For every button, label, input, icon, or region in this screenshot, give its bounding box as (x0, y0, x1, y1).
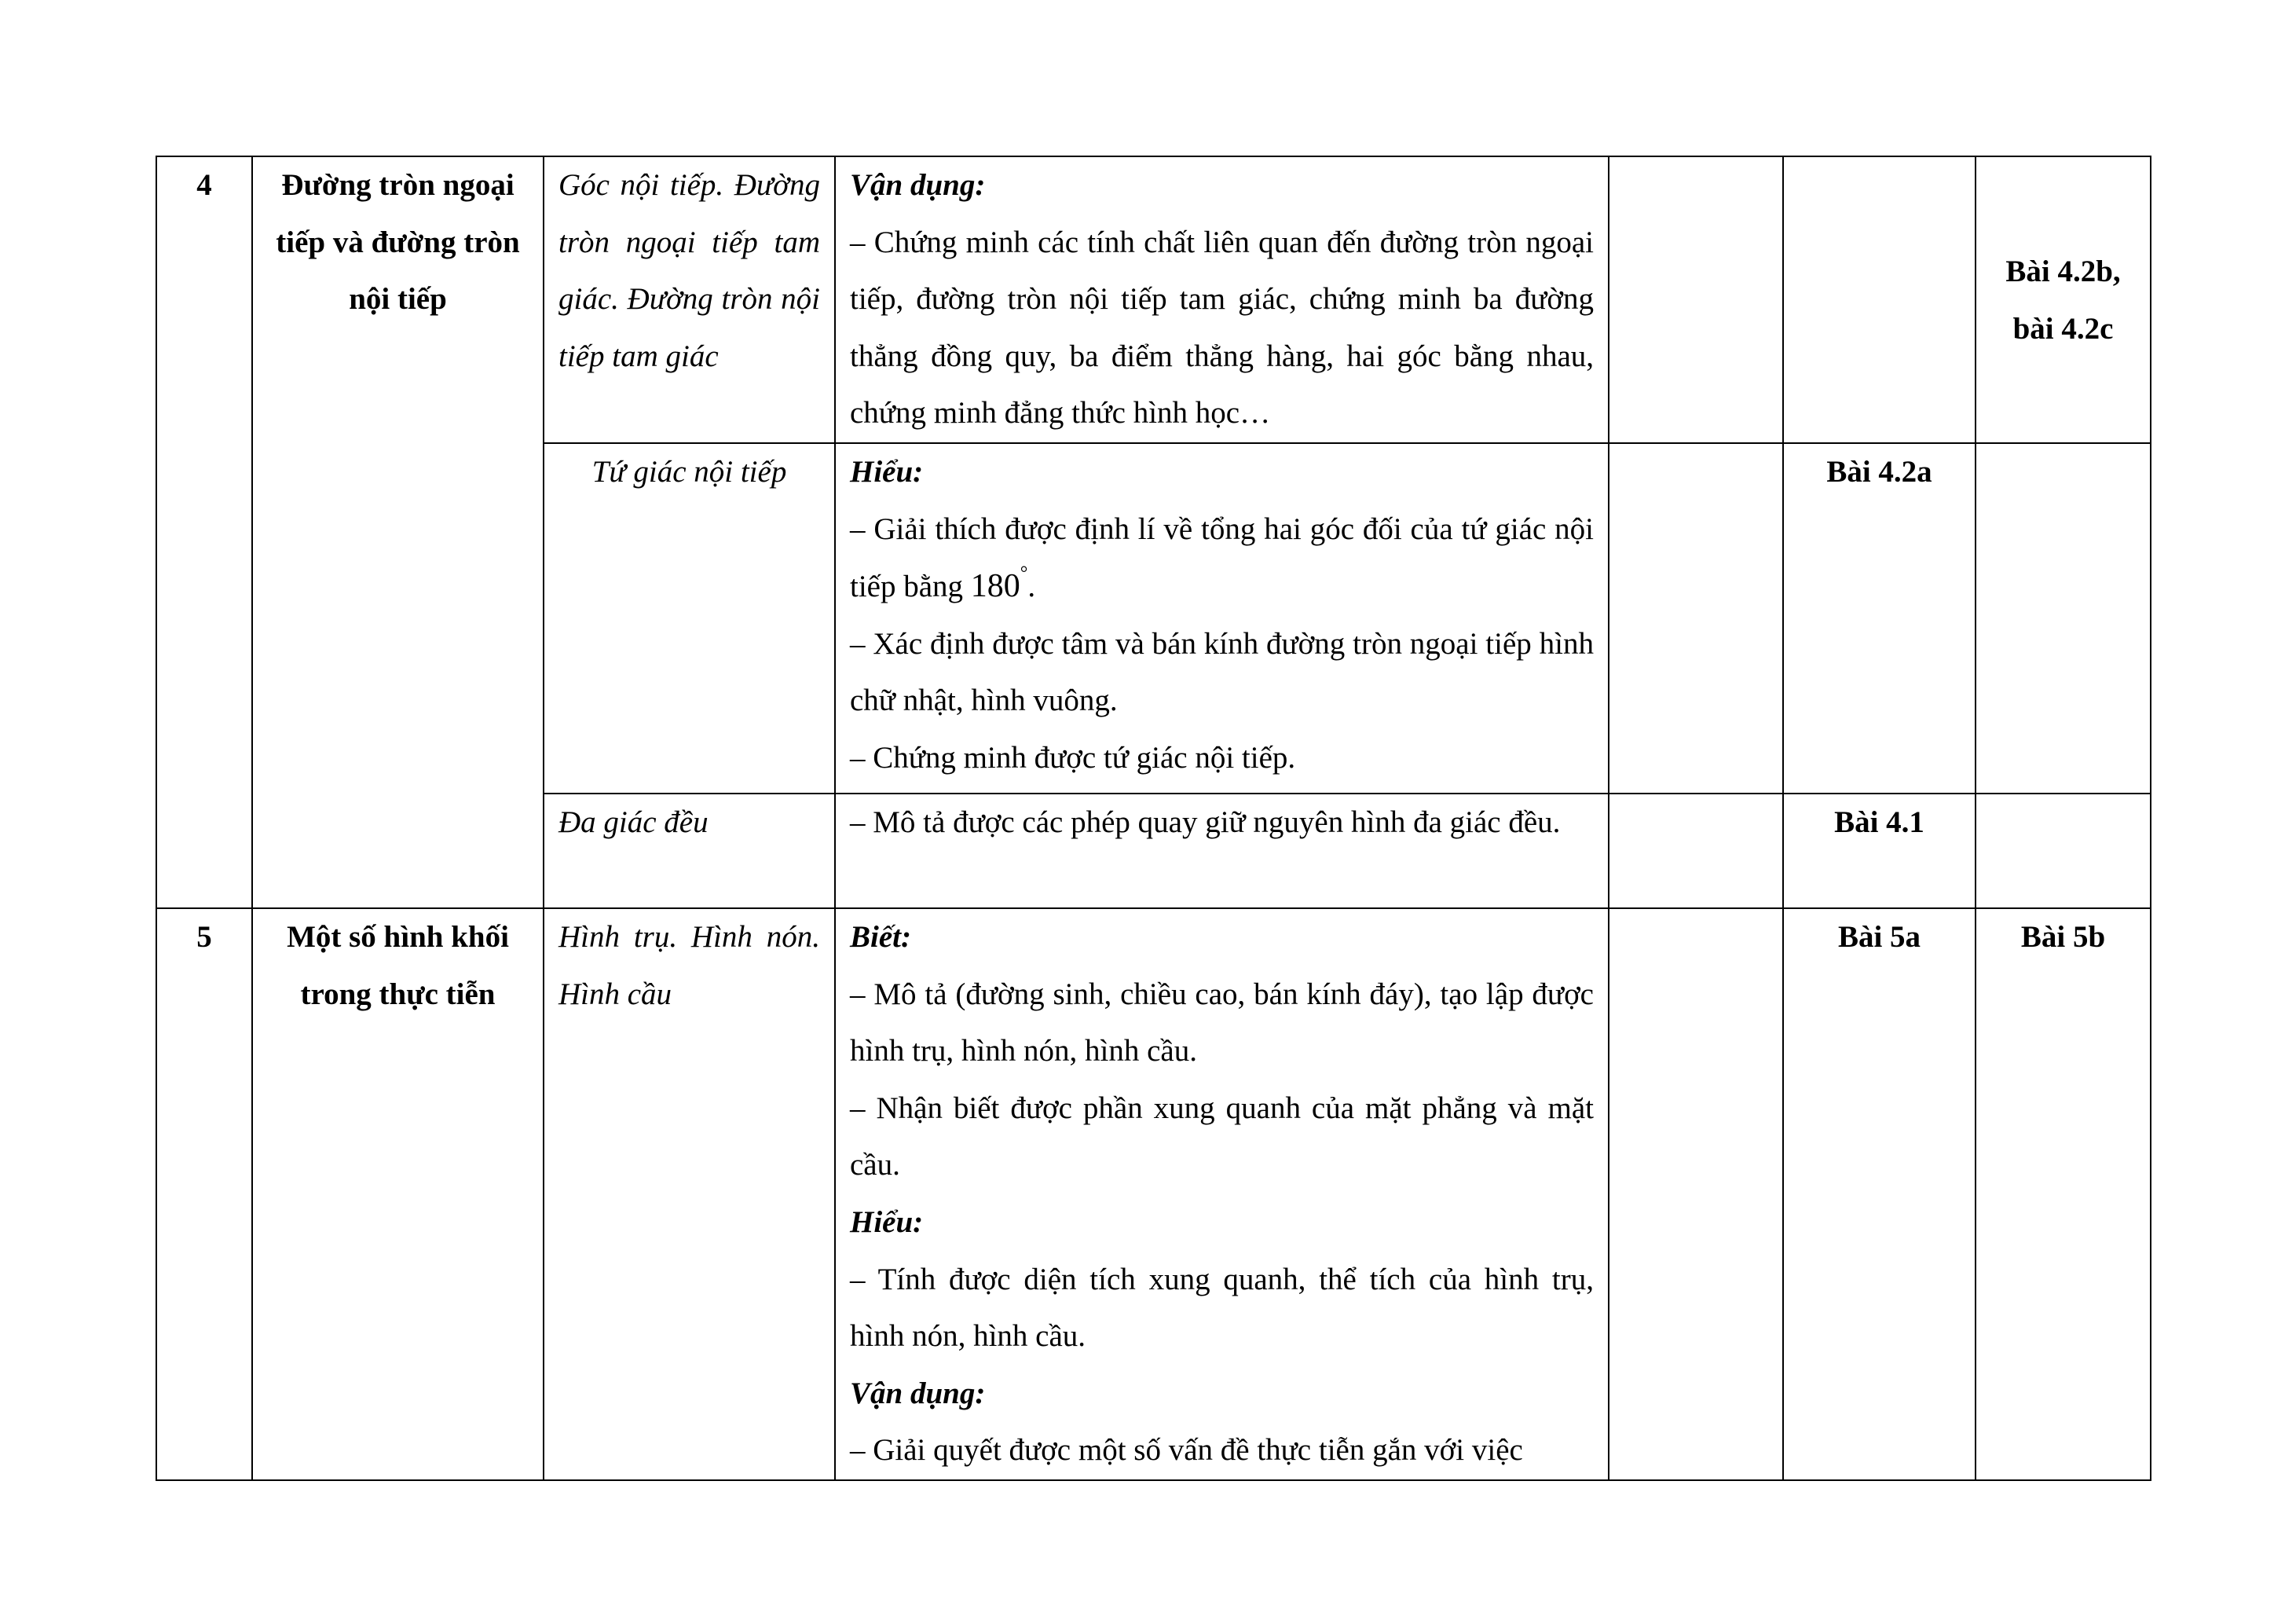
level-heading: Vận dụng: (850, 1376, 986, 1410)
understanding-cell: Bài 4.1 (1783, 794, 1976, 908)
understanding-cell: Bài 5a (1783, 908, 1976, 1480)
recognition-cell (1609, 443, 1783, 794)
requirement-cell (835, 443, 1609, 794)
degree-symbol: ° (1020, 563, 1028, 585)
table-row (156, 156, 2151, 443)
understanding-cell (1783, 156, 1976, 443)
topic-cell: Một số hình khối trong thực tiễn (252, 908, 544, 1480)
assessment-matrix-table (156, 156, 2151, 1481)
level-heading: Biết: (850, 920, 911, 954)
requirement-cell (835, 794, 1609, 908)
requirement-line: – Chứng minh các tính chất liên quan đến đường tròn ngoại tiếp, đường tròn nội tiếp tam giác, chứng minh ba đường thẳng đồng quy, ba điểm thẳng hàng, hai góc bằng nhau, chứng minh đẳng thức hình học… (850, 225, 1594, 431)
level-heading: Hiểu: (850, 1204, 924, 1239)
topic-cell: Đường tròn ngoại tiếp và đường tròn nội tiếp (252, 156, 544, 908)
requirement-line: – Tính được diện tích xung quanh, thể tích của hình trụ, hình nón, hình cầu. (850, 1262, 1594, 1354)
application-cell (1976, 443, 2151, 794)
requirement-cell (835, 908, 1609, 1480)
requirement-line: – Chứng minh được tứ giác nội tiếp. (850, 740, 1296, 775)
requirement-line (850, 501, 1594, 616)
table-row (156, 908, 2151, 1480)
requirement-cell (835, 156, 1609, 443)
application-cell: Bài 5b (1976, 908, 2151, 1480)
row-number: 4 (156, 156, 252, 908)
row-number: 5 (156, 908, 252, 1480)
application-cell (1976, 794, 2151, 908)
requirement-line: – Xác định được tâm và bán kính đường tròn ngoại tiếp hình chữ nhật, hình vuông. (850, 626, 1594, 718)
requirement-line: – Mô tả được các phép quay giữ nguyên hình đa giác đều. (850, 805, 1561, 839)
understanding-cell: Bài 4.2a (1783, 443, 1976, 794)
level-heading: Hiểu: (850, 455, 924, 489)
unit-cell: Đa giác đều (544, 794, 835, 908)
angle-value: 180 (970, 568, 1020, 605)
requirement-line: – Mô tả (đường sinh, chiều cao, bán kính đáy), tạo lập được hình trụ, hình nón, hình cầu. (850, 977, 1594, 1069)
recognition-cell (1609, 908, 1783, 1480)
unit-cell: Hình trụ. Hình nón. Hình cầu (544, 908, 835, 1480)
recognition-cell (1609, 156, 1783, 443)
requirement-text: – Giải thích được định lí về tổng hai góc đối của tứ giác nội tiếp bằng (850, 511, 1594, 604)
requirement-line: – Nhận biết được phần xung quanh của mặt phẳng và mặt cầu. (850, 1091, 1594, 1182)
unit-cell: Tứ giác nội tiếp (544, 443, 835, 794)
application-cell: Bài 4.2b, bài 4.2c (1976, 156, 2151, 443)
requirement-line: – Giải quyết được một số vấn đề thực tiễn gắn với việc (850, 1433, 1523, 1468)
sentence-end: . (1027, 570, 1036, 604)
unit-cell: Góc nội tiếp. Đường tròn ngoại tiếp tam giác. Đường tròn nội tiếp tam giác (544, 156, 835, 443)
level-heading: Vận dụng: (850, 168, 986, 202)
recognition-cell (1609, 794, 1783, 908)
